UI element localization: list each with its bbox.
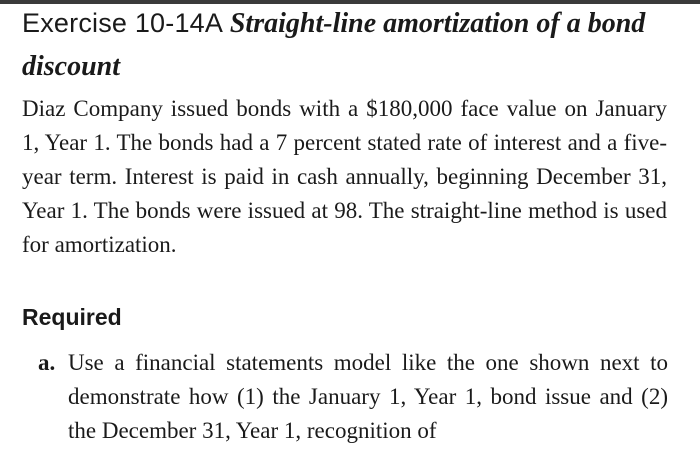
required-item-a	[38, 346, 668, 448]
problem-text: Diaz Company issued bonds with a $180,000 face value on January 1, Year 1. The bonds had a 7 percent stated rate of interest and a five-year term. Interest is paid in cash annually, beginning December 31, Year 1. The bonds were issued at 98. The straight-line method is used for amortization.	[22, 96, 667, 257]
required-heading: Required	[22, 304, 122, 330]
exercise-name: Straight-line amortization of a bond discount	[22, 8, 646, 82]
item-text: Use a financial statements model like the one shown next to demonstrate how (1) the January 1, Year 1, bond issue and (2) the December 31, Year 1, recognition of	[68, 350, 668, 443]
exercise-title	[22, 2, 682, 88]
item-marker: a.	[38, 350, 56, 375]
exercise-code: Exercise 10-14A	[22, 8, 224, 38]
